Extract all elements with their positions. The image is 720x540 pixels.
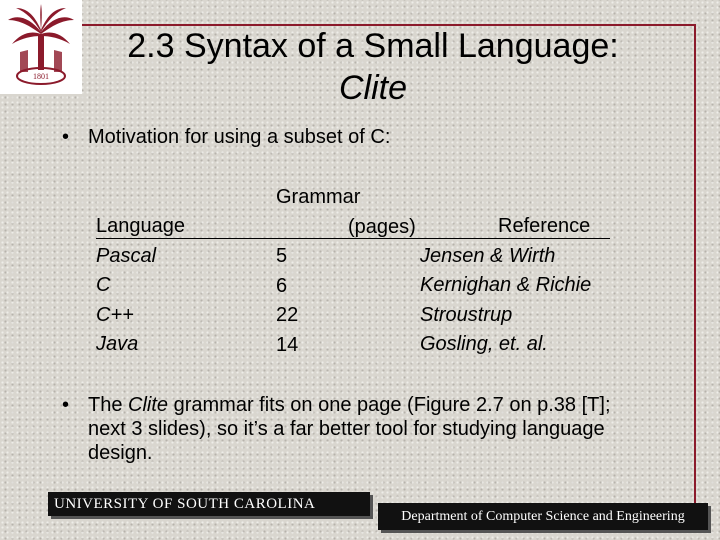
bullet-text: Motivation for using a subset of C:: [88, 126, 391, 148]
table-column-language: [96, 212, 185, 360]
table-cell: 6: [276, 274, 288, 297]
title-sub: Clite: [338, 69, 408, 107]
header-pages: (pages): [348, 215, 416, 238]
slide-title: [60, 25, 686, 109]
table-cell: C: [96, 274, 111, 296]
table-cell: Stroustrup: [420, 303, 513, 326]
table-cell: 22: [276, 304, 299, 326]
bullet-text-post: grammar fits on one page (Figure 2.7 on p.38 [T]; next 3 slides), so it’s a far better tool for studying language design.: [88, 394, 611, 464]
table-column-reference: [420, 212, 591, 360]
bullet-clite-grammar: [62, 393, 652, 465]
table-cell: Jensen & Wirth: [420, 244, 556, 267]
table-cell: Java: [96, 333, 139, 355]
bullet-text: [88, 393, 652, 465]
table-cell: Pascal: [96, 244, 157, 267]
table-cell: 14: [276, 333, 299, 356]
footer-university: UNIVERSITY OF SOUTH CAROLINA: [48, 492, 370, 516]
table-cell: 5: [276, 245, 288, 267]
bullet-text-italic: Clite: [128, 394, 169, 416]
header-reference: Reference: [498, 215, 591, 237]
table-cell: Gosling, et. al.: [420, 333, 548, 355]
bullet-motivation: [62, 125, 662, 149]
header-grammar: Grammar: [276, 186, 361, 208]
frame-border-right: [694, 24, 696, 504]
footer-department: Department of Computer Science and Engineering: [378, 503, 708, 530]
table-column-grammar: [276, 183, 416, 360]
logo-year: 1801: [33, 72, 49, 81]
title-main: 2.3 Syntax of a Small Language:: [127, 27, 619, 65]
header-language: Language: [96, 215, 185, 237]
table-cell: Kernighan & Richie: [420, 274, 592, 296]
table-cell: C++: [96, 303, 134, 326]
bullet-symbol: •: [62, 126, 70, 148]
bullet-text-pre: The: [88, 394, 129, 416]
header-underline: [96, 238, 610, 239]
bullet-symbol: •: [62, 394, 70, 416]
